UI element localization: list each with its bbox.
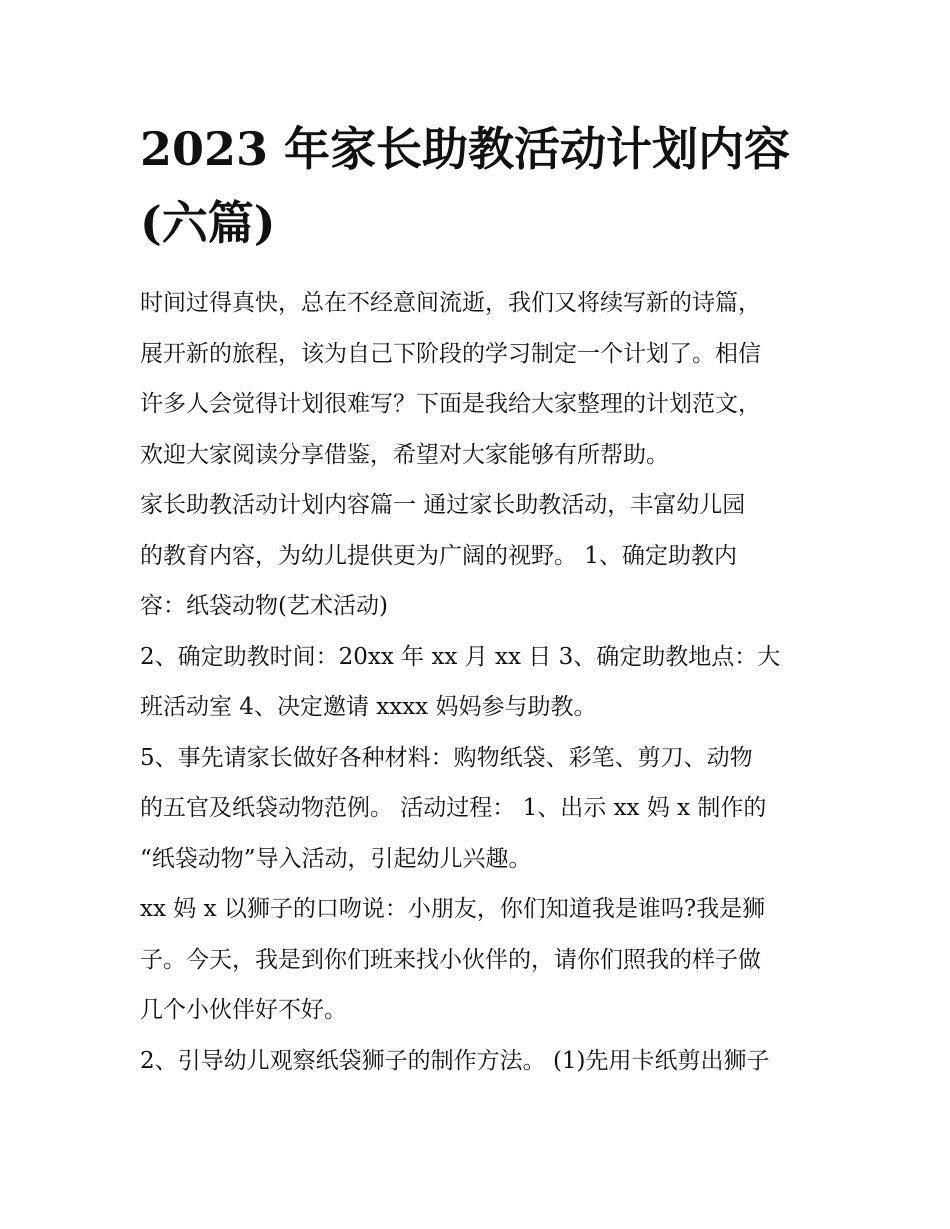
text-line: 2、引导幼儿观察纸袋狮子的制作方法。 (1)先用卡纸剪出狮子 bbox=[140, 1047, 770, 1074]
paragraph-observe-method bbox=[140, 1036, 820, 1087]
text-line: 容：纸袋动物(艺术活动) bbox=[140, 593, 388, 619]
text-line: 的教育内容，为幼儿提供更为广阔的视野。 1、确定助教内 bbox=[140, 542, 737, 569]
text-line: 家长助教活动计划内容篇一 通过家长助教活动，丰富幼儿园 bbox=[140, 492, 746, 518]
paragraph-lion-dialogue bbox=[140, 884, 820, 1036]
paragraph-intro bbox=[140, 278, 820, 480]
text-line: “纸袋动物”导入活动，引起幼儿兴趣。 bbox=[140, 845, 532, 872]
text-line: 班活动室 4、决定邀请 xxxx 妈妈参与助教。 bbox=[140, 694, 597, 720]
text-line: 子。今天，我是到你们班来找小伙伴的，请你们照我的样子做 bbox=[140, 946, 761, 973]
text-line: 的五官及纸袋动物范例。 活动过程： 1、出示 xx 妈 x 制作的 bbox=[140, 795, 767, 821]
text-line: 时间过得真快，总在不经意间流逝，我们又将续写新的诗篇， bbox=[140, 290, 761, 316]
text-line: 几个小伙伴好不好。 bbox=[140, 997, 347, 1023]
title-line-2: (六篇) bbox=[140, 196, 276, 250]
paragraph-section-one bbox=[140, 480, 820, 632]
text-line: 2、确定助教时间：20xx 年 xx 月 xx 日 3、确定助教地点：大 bbox=[140, 643, 781, 670]
paragraph-time-place bbox=[140, 632, 820, 733]
text-line: 5、事先请家长做好各种材料：购物纸袋、彩笔、剪刀、动物 bbox=[140, 744, 753, 771]
text-line: 许多人会觉得计划很难写？下面是我给大家整理的计划范文， bbox=[140, 391, 761, 417]
document-body bbox=[140, 278, 820, 1086]
text-line: xx 妈 x 以狮子的口吻说：小朋友，你们知道我是谁吗?我是狮 bbox=[140, 896, 766, 922]
text-line: 欢迎大家阅读分享借鉴，希望对大家能够有所帮助。 bbox=[140, 441, 669, 468]
document-title bbox=[140, 112, 820, 260]
title-line-1: 2023 年家长助教活动计划内容 bbox=[140, 122, 791, 176]
text-line: 展开新的旅程，该为自己下阶段的学习制定一个计划了。相信 bbox=[140, 340, 761, 367]
paragraph-materials bbox=[140, 733, 820, 885]
